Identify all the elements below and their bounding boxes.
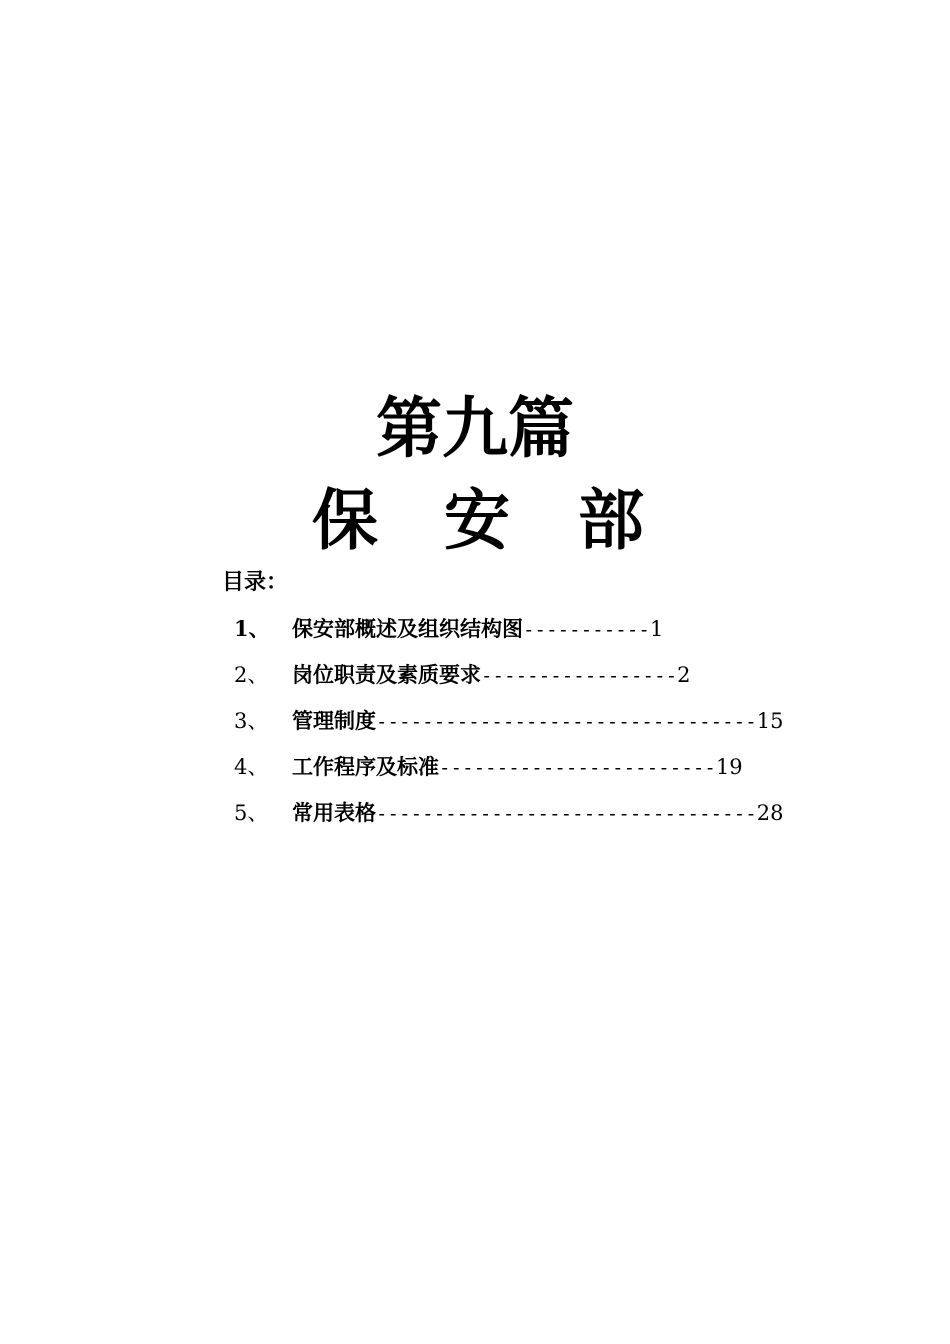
toc-entry-label [292,704,784,739]
toc-entry-number: 2、 [234,663,269,687]
toc-entry-title: 岗位职责及素质要求 [292,662,481,687]
toc-entry-title: 保安部概述及组织结构图 [292,616,523,641]
chapter-title: 第九篇 [376,389,574,467]
toc-page-number: 15 [756,709,784,733]
toc-page-number: 19 [715,755,743,779]
toc-leader: --------------------------------- [376,711,757,733]
toc-entry-title: 管理制度 [292,708,376,733]
toc-page-number: 2 [677,663,691,687]
toc-entry-title: 常用表格 [292,800,376,825]
toc-entry-number: 3、 [234,709,269,733]
toc-leader: ----------- [523,619,650,641]
toc-entry [234,612,834,658]
toc-leader: --------------------------------- [376,803,757,825]
department-title [0,480,950,560]
toc-entry [234,750,834,796]
toc-entry [234,704,834,750]
department-title-char: 部 [578,481,644,559]
toc-entry [234,658,834,704]
toc-entry-label [292,750,743,785]
toc-leader: ----------------- [481,665,678,687]
department-title-char: 安 [444,481,510,559]
toc-heading: 目录： [222,569,289,595]
toc-entry [234,796,834,842]
table-of-contents [234,612,834,842]
toc-entry-label [292,796,784,831]
toc-page-number: 28 [756,801,784,825]
toc-leader: ------------------------ [439,757,716,779]
toc-entry-number: 1、 [234,616,270,641]
toc-page-number: 1 [649,617,664,641]
toc-entry-title: 工作程序及标准 [292,754,439,779]
toc-entry-label [292,658,691,693]
toc-entry-number: 4、 [234,755,269,779]
department-title-char: 保 [312,481,378,559]
toc-entry-number: 5、 [234,801,269,825]
toc-entry-label [292,612,663,647]
